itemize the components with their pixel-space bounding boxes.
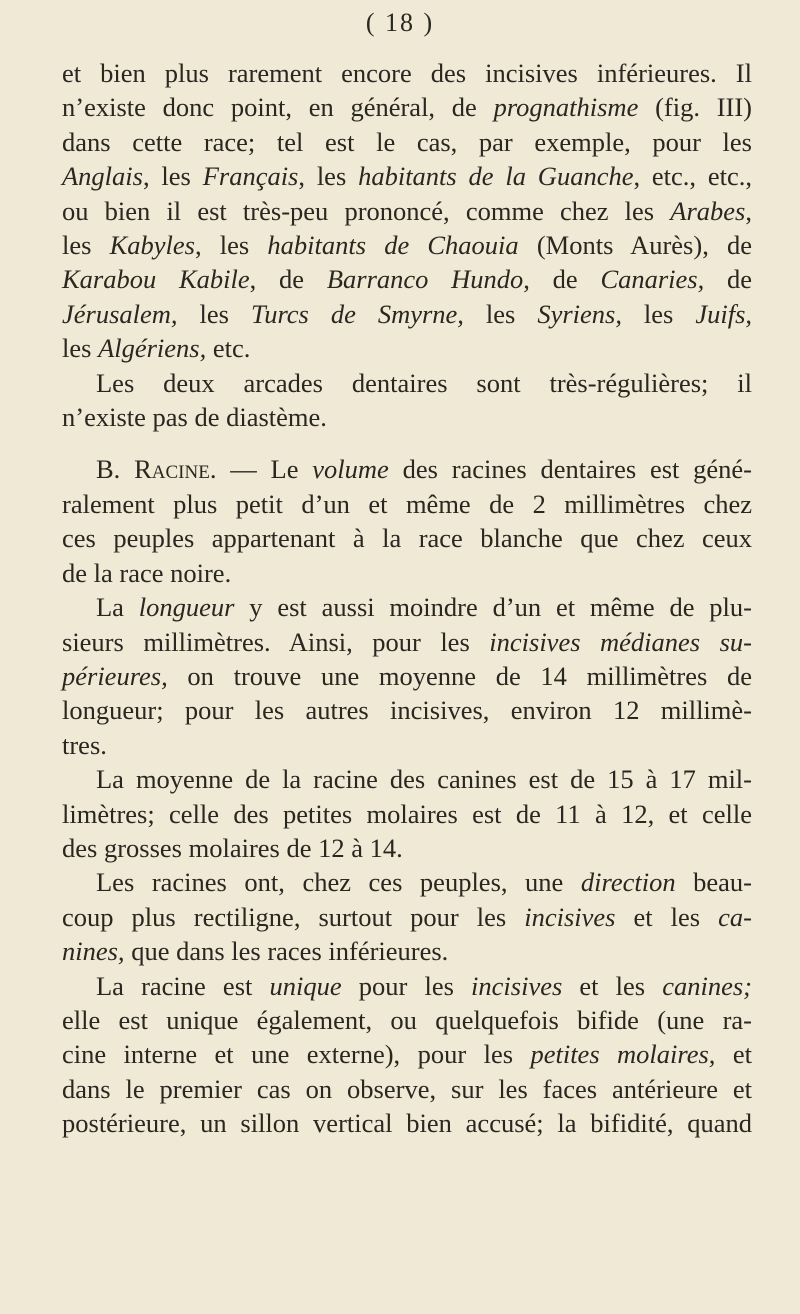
text-segment: les — [177, 298, 251, 329]
text-segment: y est aussi moindre d’un et même de plu- — [234, 592, 752, 623]
text-segment: Les racines ont, chez ces peuples, une — [96, 867, 581, 898]
text-line — [62, 262, 752, 296]
italic-text: Juifs, — [695, 298, 753, 329]
text-segment: ou bien il est très-peu prononcé, comme chez les — [62, 195, 671, 226]
text-segment: La — [96, 592, 139, 623]
text-line — [62, 159, 752, 193]
italic-text: Syriens, — [537, 298, 622, 329]
text-line — [62, 797, 752, 831]
text-segment: les — [62, 230, 110, 261]
text-line — [62, 125, 752, 159]
italic-text: incisives — [471, 970, 563, 1001]
text-segment: et — [715, 1039, 752, 1070]
text-line — [62, 625, 752, 659]
text-line — [62, 1003, 752, 1037]
text-segment: (fig. III) — [638, 92, 753, 123]
text-line — [62, 831, 752, 865]
small-caps-heading: Racine — [134, 454, 210, 485]
text-segment: tres. — [62, 729, 107, 760]
italic-text: incisives médianes su- — [489, 626, 752, 657]
italic-text: prognathisme — [493, 92, 639, 123]
text-line — [62, 331, 752, 365]
italic-text: périeures, — [62, 660, 168, 691]
text-line — [62, 194, 752, 228]
italic-text: petites molaires, — [530, 1039, 716, 1070]
italic-text: habitants de Chaouia — [267, 230, 519, 261]
text-line — [62, 452, 752, 486]
text-line — [62, 56, 752, 90]
text-segment: coup plus rectiligne, surtout pour les — [62, 901, 525, 932]
text-segment: longueur; pour les autres incisives, environ 12 millimè- — [62, 695, 752, 726]
text-segment: les — [62, 333, 99, 364]
text-segment: dans le premier cas on observe, sur les faces antérieure et — [62, 1073, 752, 1104]
italic-text: Karabou Kabile — [62, 264, 250, 295]
text-segment: , les — [194, 230, 268, 261]
text-segment: , — [745, 195, 752, 226]
italic-text: nines, — [62, 936, 125, 967]
text-segment: des racines dentaires est géné- — [388, 454, 753, 485]
text-line — [62, 659, 752, 693]
italic-text: longueur — [138, 592, 235, 623]
text-segment: (Monts Aurès), de — [518, 230, 752, 261]
italic-text: Kabyles — [109, 230, 195, 261]
text-line — [62, 865, 752, 899]
body-text — [62, 56, 752, 1141]
text-line — [62, 400, 752, 434]
text-line — [62, 556, 752, 590]
italic-text: Barranco Hundo — [326, 264, 524, 295]
italic-text: Turcs de Smyrne, — [250, 298, 464, 329]
text-segment: . — Le — [209, 454, 313, 485]
text-segment: n’existe pas de diastème. — [62, 402, 327, 433]
text-segment: de — [704, 264, 753, 295]
text-segment: La moyenne de la racine des canines est de 15 à 17 mil- — [96, 764, 752, 795]
text-segment: on trouve une moyenne de 14 millimètres de — [167, 660, 752, 691]
text-segment: Les deux arcades dentaires sont très-régulières; il — [96, 367, 752, 398]
text-line — [62, 366, 752, 400]
text-line — [62, 762, 752, 796]
text-segment: sieurs millimètres. Ainsi, pour les — [62, 626, 490, 657]
text-segment: et les — [562, 970, 663, 1001]
text-segment: beau- — [675, 867, 752, 898]
italic-text: ca- — [718, 901, 753, 932]
text-segment: elle est unique également, ou quelquefois bifide (une ra- — [62, 1004, 752, 1035]
italic-text: volume — [312, 454, 389, 485]
text-segment: , les — [298, 161, 359, 192]
text-line — [62, 693, 752, 727]
text-segment: , de — [249, 264, 327, 295]
text-segment: que dans les races inférieures. — [124, 936, 449, 967]
italic-text: incisives — [524, 901, 616, 932]
text-segment: ces peuples appartenant à la race blanche que chez ceux — [62, 523, 752, 554]
text-line — [62, 900, 752, 934]
text-segment: des grosses molaires de 12 à 14. — [62, 832, 403, 863]
text-segment: , les — [142, 161, 203, 192]
italic-text: canines; — [662, 970, 753, 1001]
text-segment: , de — [523, 264, 601, 295]
text-line — [62, 1072, 752, 1106]
text-line — [62, 1106, 752, 1140]
text-line — [62, 297, 752, 331]
text-line — [62, 1037, 752, 1071]
text-segment: ralement plus petit d’un et même de 2 millimètres chez — [62, 488, 752, 519]
text-line — [62, 521, 752, 555]
italic-text: Canaries, — [600, 264, 705, 295]
italic-text: Français — [202, 161, 299, 192]
text-segment: les — [621, 298, 696, 329]
italic-text: direction — [580, 867, 676, 898]
text-segment: pour les — [341, 970, 472, 1001]
text-line — [62, 590, 752, 624]
text-segment: B. — [96, 454, 135, 485]
text-segment: de la race noire. — [62, 557, 232, 588]
text-segment: dans cette race; tel est le cas, par exemple, pour les — [62, 126, 752, 157]
italic-text: Algériens, — [98, 333, 207, 364]
italic-text: Jérusalem, — [62, 298, 178, 329]
italic-text: Arabes — [670, 195, 746, 226]
text-segment: etc. — [206, 333, 251, 364]
text-segment: , etc., etc., — [633, 161, 753, 192]
text-segment: limètres; celle des petites molaires est de 11 à 12, et celle — [62, 798, 752, 829]
italic-text: unique — [269, 970, 342, 1001]
italic-text: Anglais — [62, 161, 143, 192]
text-line — [62, 728, 752, 762]
text-line — [62, 487, 752, 521]
text-line — [62, 90, 752, 124]
text-line — [62, 228, 752, 262]
text-segment: La racine est — [96, 970, 270, 1001]
page-number: ( 18 ) — [365, 8, 435, 37]
italic-text: habitants de la Guanche — [358, 161, 634, 192]
text-segment: les — [463, 298, 538, 329]
text-segment: et les — [615, 901, 719, 932]
text-segment: cine interne et une externe), pour les — [62, 1039, 531, 1070]
text-line — [62, 934, 752, 968]
text-segment: postérieure, un sillon vertical bien accusé; la bifidité, quand — [62, 1108, 752, 1139]
text-line — [62, 969, 752, 1003]
text-segment: et bien plus rarement encore des incisives inférieures. Il — [62, 58, 752, 88]
text-segment: n’existe donc point, en général, de — [62, 92, 494, 123]
paragraph-gap — [62, 434, 752, 452]
